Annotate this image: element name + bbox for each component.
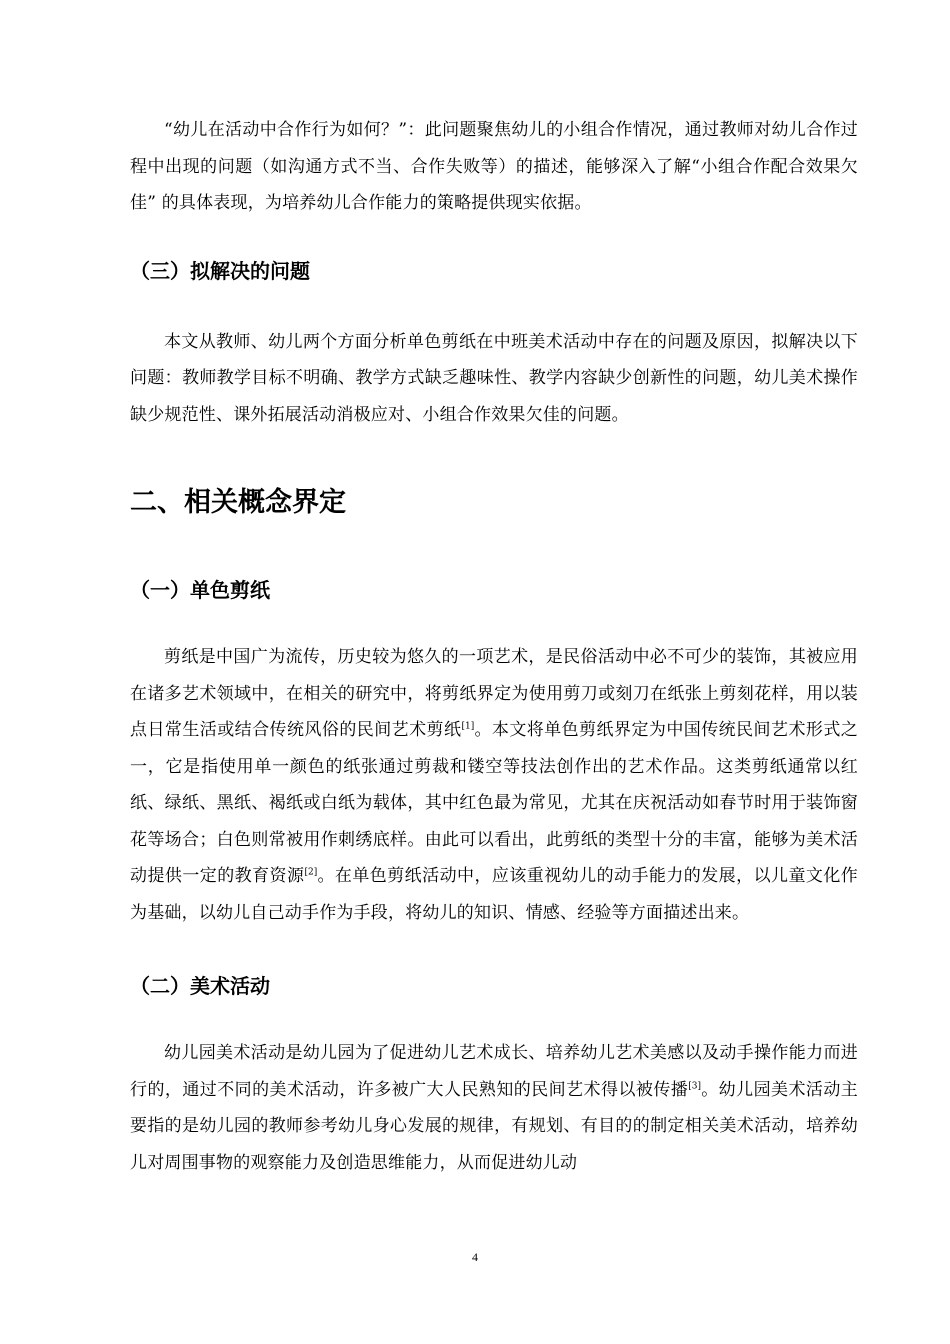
art-text-1: 幼儿园美术活动是幼儿园为了促进幼儿艺术成长、培养幼儿艺术美感以及动手操作能力而进行的，通过不同的美术活动，许多被广大人民熟知的民间艺术得以被传播	[130, 1043, 858, 1100]
chapter-heading-concepts: 二、相关概念界定	[130, 487, 346, 518]
citation-ref-2: [2]	[304, 867, 318, 878]
citation-ref-3: [3]	[688, 1080, 701, 1091]
papercut-paragraph	[130, 639, 858, 931]
art-text-2: 。幼儿园美术活动主要指的是幼儿园的教师参考幼儿身心发展的规律，有规划、有目的的制定相关美术活动，培养幼儿对周围事物的观察能力及创造思维能力，从而促进幼儿动	[130, 1079, 858, 1173]
problems-paragraph: 本文从教师、幼儿两个方面分析单色剪纸在中班美术活动中存在的问题及原因，拟解决以下问题：教师教学目标不明确、教学方式缺乏趣味性、教学内容缺少创新性的问题，幼儿美术操作缺少规范性、课外拓展活动消极应对、小组合作效果欠佳的问题。	[130, 331, 858, 425]
art-activity-paragraph	[130, 1035, 858, 1181]
section-heading-problems: （三）拟解决的问题	[130, 258, 310, 283]
section-heading-art-activity: （二）美术活动	[130, 974, 270, 998]
document-body	[130, 112, 858, 1181]
papercut-text-3: 。在单色剪纸活动中，应该重视幼儿的动手能力的发展，以儿童文化作为基础，以幼儿自己动手作为手段，将幼儿的知识、情感、经验等方面描述出来。	[130, 866, 858, 923]
citation-ref-1: [1]	[461, 721, 475, 732]
page-number: 4	[472, 1250, 478, 1264]
papercut-text-1: 剪纸是中国广为流传，历史较为悠久的一项艺术，是民俗活动中必不可少的装饰，其被应用在诸多艺术领域中，在相关的研究中，将剪纸界定为使用剪刀或刻刀在纸张上剪刻花样，用以装点日常生活或结合传统风俗的民间艺术剪纸	[130, 647, 858, 740]
intro-paragraph: “幼儿在活动中合作行为如何？”：此问题聚焦幼儿的小组合作情况，通过教师对幼儿合作过程中出现的问题（如沟通方式不当、合作失败等）的描述，能够深入了解“小组合作配合效果欠佳” 的具体表现，为培养幼儿合作能力的策略提供现实依据。	[130, 120, 858, 213]
papercut-text-2: 。本文将单色剪纸界定为中国传统民间艺术形式之一，它是指使用单一颜色的纸张通过剪裁和镂空等技法创作出的艺术作品。这类剪纸通常以红纸、绿纸、黑纸、褐纸或白纸为载体，其中红色最为常见，尤其在庆祝活动如春节时用于装饰窗花等场合；白色则常被用作刺绣底样。由此可以看出，此剪纸的类型十分的丰富，能够为美术活动提供一定的教育资源	[130, 720, 858, 886]
section-heading-papercut: （一）单色剪纸	[130, 578, 270, 602]
